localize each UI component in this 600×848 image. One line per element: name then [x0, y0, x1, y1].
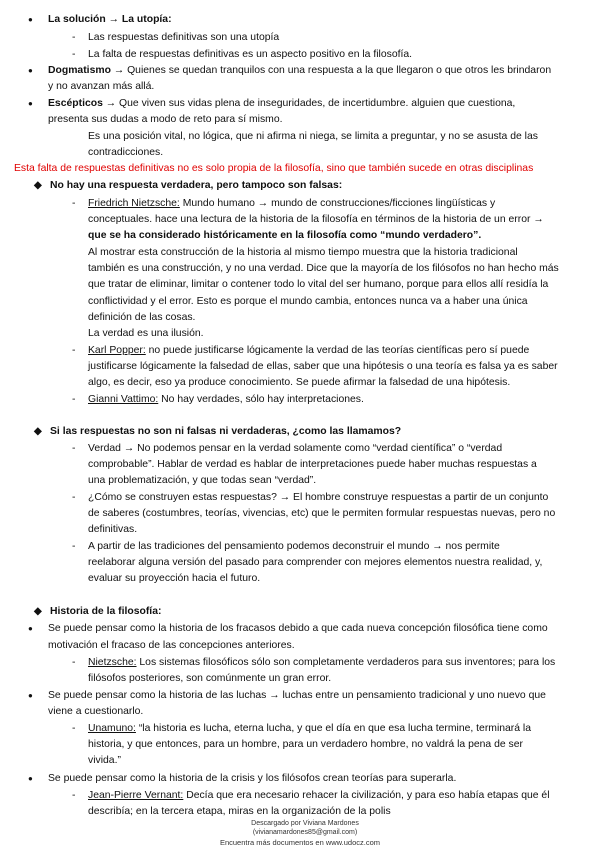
text-line: - Karl Popper: no puede justificarse lógicamente la verdad de las teorías científicas pero sí puede: [88, 343, 529, 359]
text-line: que tratar de eliminar, limitar o contener todo lo vital del ser humano, porque para ellos allí residía la: [88, 279, 549, 290]
text-line: - Verdad → No podemos pensar en la verdad solamente como “verdad científica” o “verdad: [88, 441, 502, 457]
text-line: ● Escépticos → Que viven sus vidas plena de inseguridades, de incertidumbre. alguien que cuestiona,: [48, 96, 515, 112]
text-line: ● La solución → La utopía:: [48, 12, 172, 28]
text-line: Es una posición vital, no lógica, que ni afirma ni niega, se limita a preguntar, y no se asusta de las: [88, 131, 538, 142]
text-line: ◆ Si las respuestas no son ni falsas ni verdaderas, ¿como las llamamos?: [50, 424, 401, 440]
text-line: ● Se puede pensar como la historia de las luchas → luchas entre un pensamiento tradicional y uno nuevo que: [48, 688, 546, 704]
text-line: una problematización, y que todas sean “verdad”.: [88, 475, 317, 486]
text-line: vivida.”: [88, 755, 121, 766]
text-line: - Friedrich Nietzsche: Mundo humano → mundo de construcciones/ficciones lingüísticas y: [88, 196, 495, 212]
text-line: ◆ Historia de la filosofía:: [50, 604, 161, 620]
text-line: algo, es decir, eso ya produce conocimiento. Se puede afirmar la falsedad de una hipótesis.: [88, 377, 511, 388]
udocz-link[interactable]: Encuentra más documentos en www.udocz.com: [219, 838, 381, 847]
text-line: justificarse lógicamente la falsedad de ellas, saber que una hipótesis o una teoría es falsa ya es saber: [88, 361, 558, 372]
text-line: - A partir de las tradiciones del pensamiento podemos deconstruir el mundo → nos permite: [88, 539, 500, 555]
download-credit: [225, 819, 385, 837]
text-line: - Gianni Vattimo: No hay verdades, sólo hay interpretaciones.: [88, 392, 364, 408]
text-line: motivación el fracaso de las concepciones anteriores.: [48, 640, 295, 651]
text-line: La verdad es una ilusión.: [88, 328, 204, 339]
text-line: reelaborar alguna versión del pasado para comprender con mejores elementos nuestra realidad, y,: [88, 557, 543, 568]
text-line: conflictividad y el error. Esto es porque el mundo cambia, entonces nunca va a haber una única: [88, 296, 528, 307]
downloader-email: (vivianamardones85@gmail.com): [252, 829, 358, 836]
text-line: ● Se puede pensar como la historia de los fracasos debido a que cada nueva concepción filosófica tiene como: [48, 621, 548, 637]
downloaded-by: Descargado por Viviana Mardones: [251, 820, 359, 827]
text-line: también es una construcción, y no una verdad. Dice que la mayoría de los filósofos no han hecho más: [88, 263, 559, 274]
text-line: Esta falta de respuestas definitivas no es solo propia de la filosofía, sino que también sucede en otras disciplinas: [14, 163, 534, 174]
text-line: ● Se puede pensar como la historia de la crisis y los filósofos crean teorías para superarla.: [48, 771, 456, 787]
text-line: contradicciones.: [88, 147, 164, 158]
text-line: Al mostrar esta construcción de la historia al mismo tiempo muestra que la historia tradicional: [88, 247, 518, 258]
text-line: - Jean-Pierre Vernant: Decía que era necesario rehacer la civilización, y para eso había etapas que él: [88, 788, 550, 804]
text-line: presenta sus dudas a modo de reto para sí mismo.: [48, 114, 283, 125]
text-line: - Las respuestas definitivas son una utopía: [88, 30, 279, 46]
text-line: que se ha considerado históricamente en la filosofía como “mundo verdadero”.: [88, 230, 482, 241]
text-line: ◆ No hay una respuesta verdadera, pero tampoco son falsas:: [50, 178, 342, 194]
text-line: comprobable”. Hablar de verdad es hablar de interpretaciones puede haber muchas respuestas a: [88, 459, 537, 470]
text-line: historia, y que entonces, para un hombre, para un verdadero hombre, no valdrá la pena de ser: [88, 739, 523, 750]
text-line: evaluar su proyección hacia el futuro.: [88, 573, 261, 584]
text-line: de saberes (costumbres, teorías, vivencias, etc) que le permiten formular respuestas nuevas, pero no: [88, 508, 556, 519]
text-line: - La falta de respuestas definitivas es un aspecto positivo en la filosofía.: [88, 47, 412, 63]
text-line: filósofos posteriores, son comúnmente un gran error.: [88, 673, 332, 684]
text-line: describía; en la tercera etapa, miras en la organización de la polis: [88, 806, 391, 817]
text-line: - Unamuno: “la historia es lucha, eterna lucha, y que el día en que esa lucha termine, terminará la: [88, 721, 531, 737]
text-line: viene a cuestionarlo.: [48, 706, 144, 717]
text-line: definición de las cosas.: [88, 312, 196, 323]
text-line: - Nietzsche: Los sistemas filosóficos sólo son completamente verdaderos para sus inventores; para los: [88, 655, 555, 671]
text-line: - ¿Cómo se construyen estas respuestas? → El hombre construye respuestas a partir de un conjunto: [88, 490, 548, 506]
text-line: definitivas.: [88, 524, 138, 535]
text-line: conceptuales. hace una lectura de la historia de la filosofía en términos de la historia de un error →: [88, 214, 544, 225]
text-line: y no avanzan más allá.: [48, 81, 155, 92]
text-line: ● Dogmatismo → Quienes se quedan tranquilos con una respuesta a la que llegaron o que otros les brindaron: [48, 63, 551, 79]
